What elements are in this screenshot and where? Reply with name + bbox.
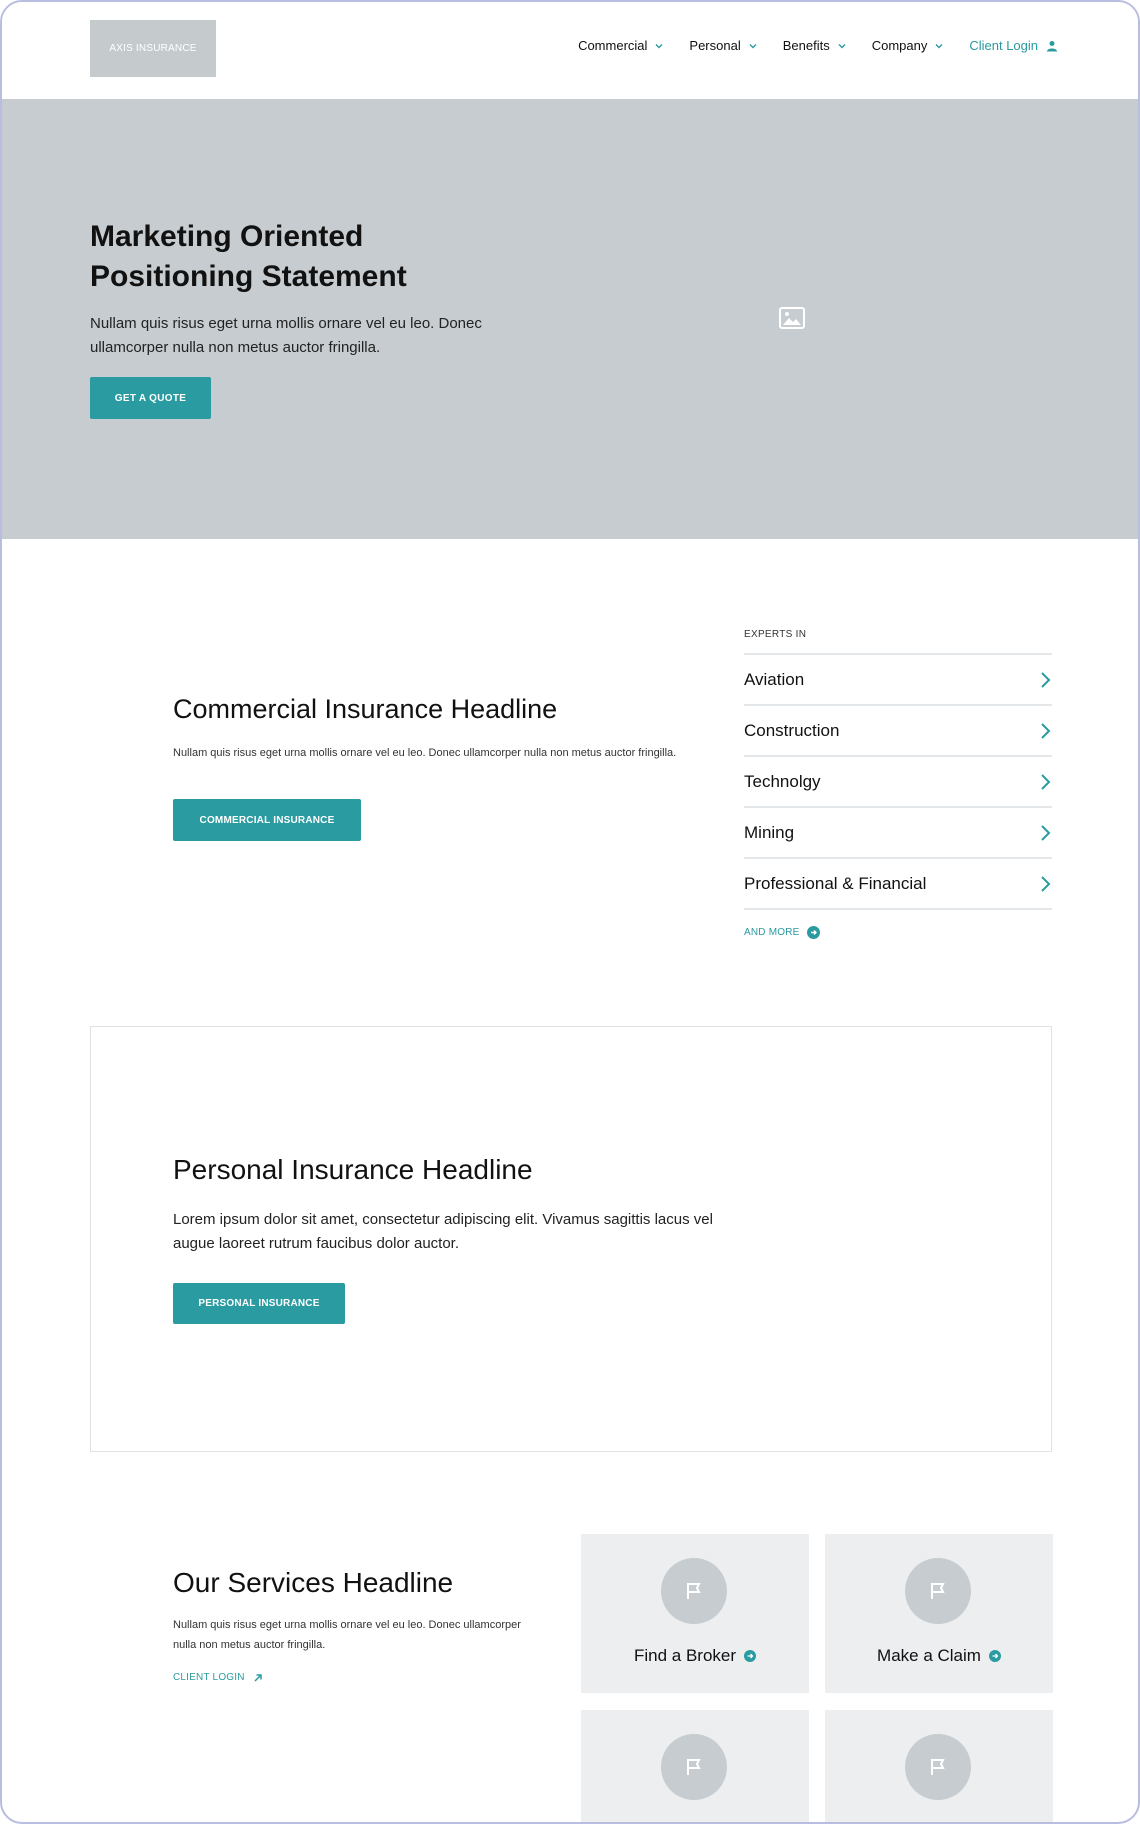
- flag-icon: [683, 1756, 705, 1778]
- expert-item-label: Professional & Financial: [744, 873, 927, 893]
- get-quote-button[interactable]: GET A QUOTE: [90, 377, 211, 419]
- hero-text: Nullam quis risus eget urna mollis ornare vel eu leo. Donec ullamcorper nulla non metus auctor fringilla.: [90, 315, 482, 356]
- expert-item-label: Technolgy: [744, 771, 821, 791]
- tile-icon-circle: [661, 1558, 727, 1624]
- tile-label: Find a Broker: [633, 1646, 737, 1665]
- personal-insurance-card: [90, 1026, 1052, 1452]
- expert-item-aviation[interactable]: [744, 655, 1052, 706]
- nav-company[interactable]: [872, 38, 946, 53]
- tile-icon-circle: [661, 1734, 727, 1800]
- services-client-login-link[interactable]: [173, 1672, 263, 1683]
- personal-insurance-button[interactable]: PERSONAL INSURANCE: [173, 1283, 345, 1324]
- logo[interactable]: AXIS INSURANCE: [90, 20, 216, 77]
- and-more-label: AND MORE: [744, 927, 800, 938]
- experts-label: EXPERTS IN: [744, 629, 807, 640]
- client-login-label: Client Login: [969, 38, 1038, 53]
- flag-icon: [927, 1580, 949, 1602]
- service-tile-3[interactable]: [581, 1710, 809, 1824]
- nav-benefits-label: Benefits: [782, 38, 830, 53]
- hero-title: Marketing Oriented Positioning Statement: [90, 220, 407, 293]
- chevron-down-icon: [836, 40, 848, 52]
- tile-icon-circle: [905, 1734, 971, 1800]
- chevron-down-icon: [653, 40, 665, 52]
- service-tile-4[interactable]: [825, 1710, 1053, 1824]
- commercial-text: Nullam quis risus eget urna mollis ornare vel eu leo. Donec ullamcorper nulla non metus auctor fringilla.: [173, 747, 677, 759]
- arrow-circle-right-icon: [744, 1650, 756, 1662]
- flag-icon: [683, 1580, 705, 1602]
- tile-icon-circle: [905, 1558, 971, 1624]
- arrow-circle-right-icon: [989, 1650, 1001, 1662]
- expert-item-label: Aviation: [744, 669, 805, 689]
- chevron-down-icon: [747, 40, 759, 52]
- commercial-title: Commercial Insurance Headline: [173, 694, 558, 724]
- personal-title: Personal Insurance Headline: [173, 1154, 533, 1185]
- nav-personal[interactable]: [689, 38, 758, 53]
- chevron-right-icon: [1038, 874, 1052, 894]
- experts-list: [744, 653, 1052, 910]
- nav-commercial-label: Commercial: [578, 38, 648, 53]
- chevron-down-icon: [933, 40, 945, 52]
- user-icon: [1046, 40, 1058, 52]
- commercial-insurance-button[interactable]: COMMERCIAL INSURANCE: [173, 799, 361, 841]
- services-title: Our Services Headline: [173, 1567, 454, 1598]
- service-tile-make-claim[interactable]: [825, 1534, 1053, 1693]
- arrow-circle-right-icon: [807, 926, 820, 939]
- main-nav: [578, 38, 1058, 53]
- chevron-right-icon: [1038, 823, 1052, 843]
- client-login-link[interactable]: [969, 38, 1058, 53]
- expert-item-label: Mining: [744, 822, 795, 842]
- nav-company-label: Company: [871, 38, 928, 53]
- expert-item-professional-financial[interactable]: [744, 859, 1052, 910]
- services-text: Nullam quis risus eget urna mollis ornare vel eu leo. Donec ullamcorper nulla non metus auctor fringilla.: [173, 1619, 521, 1651]
- expert-item-technology[interactable]: [744, 757, 1052, 808]
- nav-personal-label: Personal: [689, 38, 741, 53]
- nav-benefits[interactable]: [783, 38, 848, 53]
- expert-item-mining[interactable]: [744, 808, 1052, 859]
- chevron-right-icon: [1038, 670, 1052, 690]
- services-client-login-label: CLIENT LOGIN: [173, 1672, 245, 1683]
- expert-item-construction[interactable]: [744, 706, 1052, 757]
- chevron-right-icon: [1038, 772, 1052, 792]
- nav-commercial[interactable]: [578, 38, 665, 53]
- tile-label-row: [581, 1646, 809, 1666]
- chevron-right-icon: [1038, 721, 1052, 741]
- service-tile-find-broker[interactable]: [581, 1534, 809, 1693]
- personal-text: Lorem ipsum dolor sit amet, consectetur adipiscing elit. Vivamus sagittis lacus vel augue laoreet rutrum faucibus dolor auctor.: [173, 1211, 713, 1252]
- tile-label: Make a Claim: [877, 1646, 981, 1665]
- hero-banner: [2, 99, 1138, 539]
- flag-icon: [927, 1756, 949, 1778]
- expert-item-label: Construction: [744, 720, 840, 740]
- tile-label-row: [825, 1646, 1053, 1666]
- and-more-link[interactable]: [744, 926, 820, 939]
- site-header: [2, 2, 1138, 99]
- image-placeholder-icon: [779, 307, 805, 329]
- arrow-up-right-icon: [253, 1673, 263, 1683]
